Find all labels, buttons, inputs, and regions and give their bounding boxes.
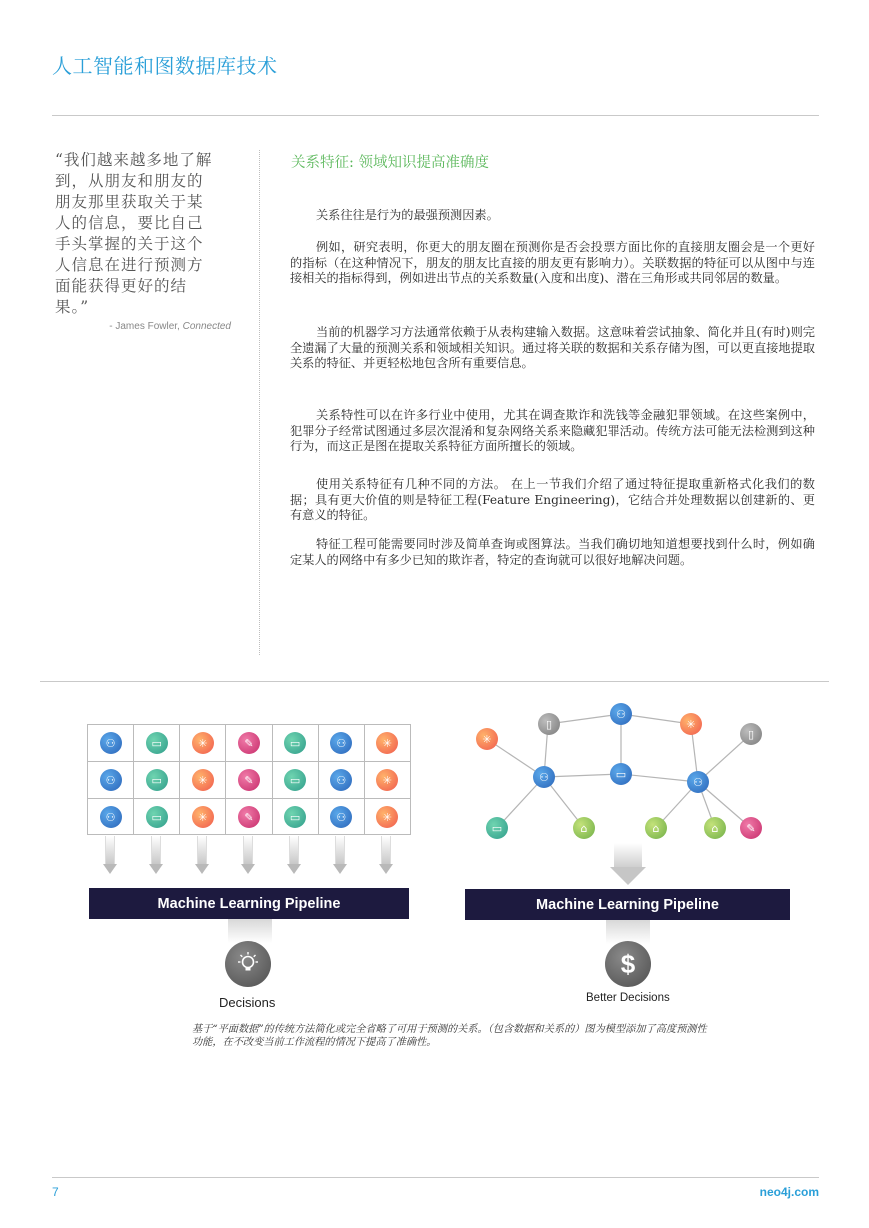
right-arrow-head: [610, 867, 646, 885]
column-arrow: [287, 836, 301, 874]
grid-cell: [180, 725, 226, 761]
column-arrow: [149, 836, 163, 874]
pull-quote: “我们越来越多地了解到，从朋友和朋友的朋友那里获取关于某人的信息，要比自己手头掌握的关于这个人信息在进行预测方面能获得更好的结果。”: [55, 151, 213, 316]
graph-node-bank-3: ⌂: [704, 817, 726, 839]
grid-cell: [319, 799, 365, 835]
right-pipeline-bar: Machine Learning Pipeline: [465, 889, 790, 920]
entity-node-icon: ✎: [238, 732, 260, 754]
header-rule: [52, 115, 819, 116]
grid-cell: [273, 799, 319, 835]
right-result-label: Better Decisions: [586, 992, 670, 1004]
entity-node-icon: ⚇: [330, 769, 352, 791]
grid-cell: [180, 799, 226, 835]
entity-node-icon: ✳: [376, 806, 398, 828]
header-title: 人工智能和图数据库技术: [52, 54, 278, 78]
entity-node-icon: ✳: [376, 732, 398, 754]
entity-node-icon: ⚇: [100, 769, 122, 791]
left-pipeline-connector: [228, 919, 272, 943]
grid-cell: [134, 725, 180, 761]
body-paragraph-2: 例如，研究表明，你更大的朋友圈在预测你是否会投票方面比你的直接朋友圈会是一个更好的指标（在这种情况下，朋友的朋友比直接的朋友更有影响力）。关联数据的特征可以从图中与连接相关的指标得到，例如进出节点的关系数量(入度和出度)、潜在三角形或共同邻居的数量。: [290, 240, 815, 285]
grid-cell: [226, 762, 272, 798]
column-arrow: [195, 836, 209, 874]
column-arrow: [241, 836, 255, 874]
grid-cell: [319, 725, 365, 761]
entity-node-icon: ▭: [284, 806, 306, 828]
grid-cell: [88, 762, 134, 798]
dollar-icon: $: [605, 941, 651, 987]
graph-node-card-teal: ▭: [486, 817, 508, 839]
left-result-label: Decisions: [219, 995, 276, 1010]
entity-node-icon: ⚇: [330, 806, 352, 828]
grid-row: [88, 725, 410, 762]
grid-row: [88, 799, 410, 835]
entity-node-icon: ▭: [284, 769, 306, 791]
body-paragraph-6: 特征工程可能需要同时涉及简单查询或图算法。当我们确切地知道想要找到什么时，例如确定某人的网络中有多少已知的欺诈者，特定的查询就可以很好地解决问题。: [290, 537, 815, 567]
column-arrow: [103, 836, 117, 874]
body-paragraph-1: 关系往往是行为的最强预测因素。: [316, 208, 499, 222]
grid-cell: [226, 799, 272, 835]
entity-node-icon: ▭: [146, 806, 168, 828]
site-link[interactable]: neo4j.com: [759, 1185, 819, 1199]
graph-node-phone-1: ▯: [538, 713, 560, 735]
entity-node-icon: ▭: [146, 769, 168, 791]
grid-cell: [180, 762, 226, 798]
figure-caption: 基于“平面数据”的传统方法简化或完全省略了可用于预测的关系。（包含数据和关系的）图为模型添加了高度预测性功能，在不改变当前工作流程的情况下提高了准确性。: [192, 1024, 707, 1048]
graph-node-pink: ✎: [740, 817, 762, 839]
entity-node-icon: ▭: [146, 732, 168, 754]
lightbulb-icon: [225, 941, 271, 987]
entity-node-icon: ✳: [192, 806, 214, 828]
graph-node-phone-2: ▯: [740, 723, 762, 745]
graph-node-orange-1: ✳: [680, 713, 702, 735]
body-paragraph-4: 关系特性可以在许多行业中使用，尤其在调查欺诈和洗钱等金融犯罪领域。在这些案例中，犯罪分子经常试图通过多层次混淆和复杂网络关系来隐藏犯罪活动。传统方法可能无法检测到这种行为，而这正是图在提取关系特征方面所擅长的领域。: [290, 408, 815, 453]
grid-cell: [88, 799, 134, 835]
graph-node-orange-2: ✳: [476, 728, 498, 750]
entity-node-icon: ⚇: [330, 732, 352, 754]
graph-node-card-center: ▭: [610, 763, 632, 785]
page-number: 7: [52, 1185, 59, 1199]
graph-node-person-top: ⚇: [610, 703, 632, 725]
left-pipeline-bar: Machine Learning Pipeline: [89, 888, 409, 919]
entity-node-icon: ✎: [238, 769, 260, 791]
right-arrow-shaft: [614, 843, 642, 867]
entity-node-icon: ▭: [284, 732, 306, 754]
grid-row: [88, 762, 410, 799]
grid-cell: [365, 762, 410, 798]
entity-node-icon: ✳: [192, 769, 214, 791]
footer-rule: [52, 1177, 819, 1178]
grid-cell: [134, 762, 180, 798]
column-arrow: [333, 836, 347, 874]
column-divider: [259, 150, 260, 655]
body-paragraph-3: 当前的机器学习方法通常依赖于从表构建输入数据。这意味着尝试抽象、简化并且(有时)则完全遗漏了大量的预测关系和领域相关知识。通过将关联的数据和关系存储为图，可以更直接地提取关系的特征、并更轻松地包含所有重要信息。: [290, 325, 815, 370]
entity-node-icon: ✳: [376, 769, 398, 791]
grid-cell: [319, 762, 365, 798]
graph-node-person-right: ⚇: [687, 771, 709, 793]
quote-work: Connected: [182, 321, 231, 332]
graph-node-person-left: ⚇: [533, 766, 555, 788]
flat-data-grid: [87, 724, 411, 835]
grid-cell: [134, 799, 180, 835]
grid-cell: [365, 725, 410, 761]
graph-node-bank-1: ⌂: [573, 817, 595, 839]
grid-cell: [273, 762, 319, 798]
figure-rule: [40, 681, 829, 682]
grid-cell: [365, 799, 410, 835]
graph-node-bank-2: ⌂: [645, 817, 667, 839]
grid-cell: [88, 725, 134, 761]
section-title: 关系特征: 领域知识提高准确度: [291, 155, 489, 171]
entity-node-icon: ✳: [192, 732, 214, 754]
entity-node-icon: ✎: [238, 806, 260, 828]
grid-cell: [273, 725, 319, 761]
quote-author: - James Fowler, Connected: [109, 321, 231, 332]
entity-node-icon: ⚇: [100, 732, 122, 754]
entity-node-icon: ⚇: [100, 806, 122, 828]
column-arrow: [379, 836, 393, 874]
body-paragraph-5: 使用关系特征有几种不同的方法。 在上一节我们介绍了通过特征提取重新格式化我们的数据；具有更大价值的则是特征工程(Feature Engineering)，它结合并处理数据以创建新的、更有意义的特征。: [290, 477, 815, 522]
grid-cell: [226, 725, 272, 761]
